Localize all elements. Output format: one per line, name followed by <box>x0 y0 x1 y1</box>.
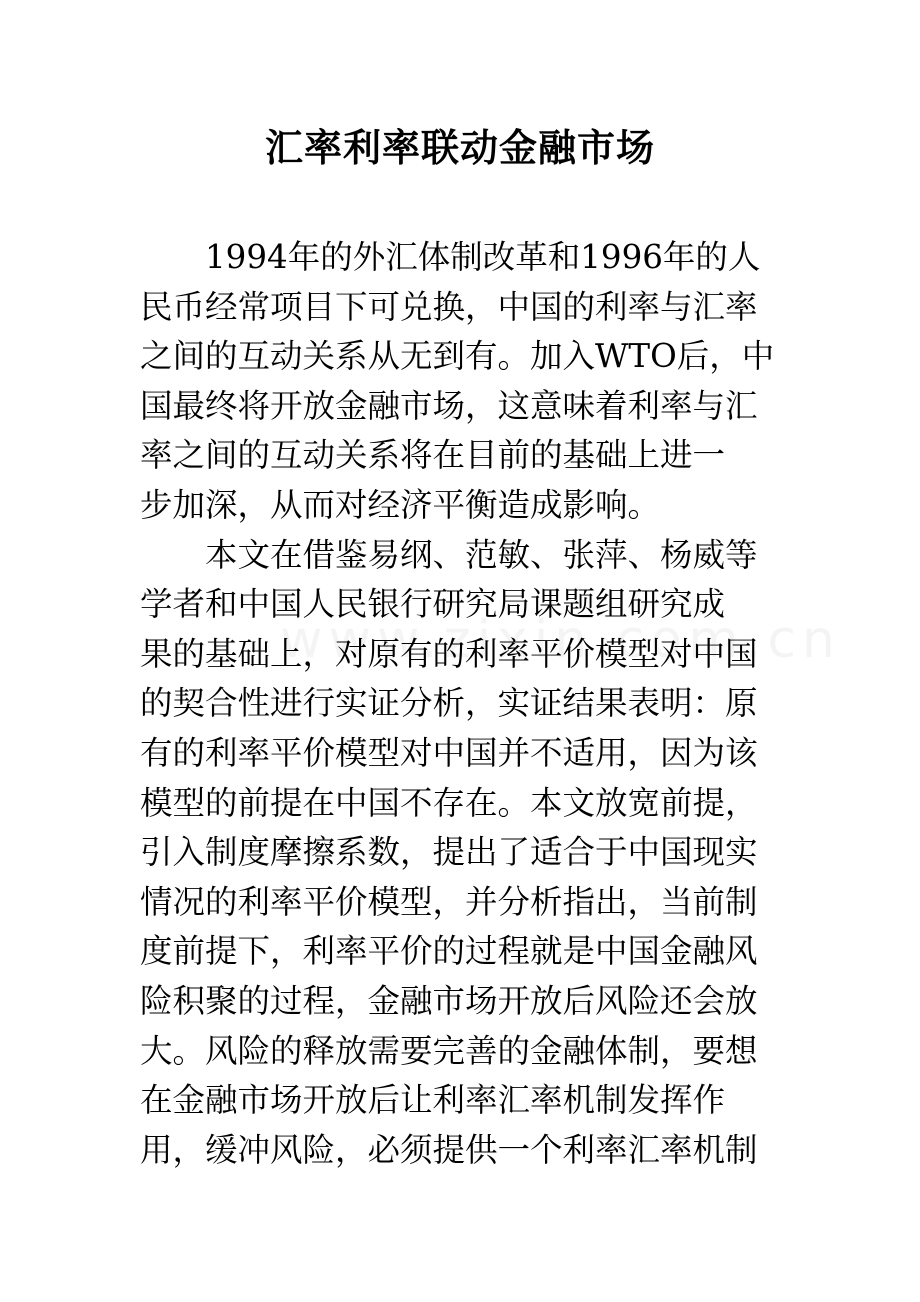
text-line: 模型的前提在中国不存在。本文放宽前提， <box>140 783 758 822</box>
text-line: 的契合性进行实证分析，实证结果表明：原 <box>140 684 758 723</box>
text-line: 有的利率平价模型对中国并不适用，因为该 <box>140 733 758 772</box>
text-line: 引入制度摩擦系数，提出了适合于中国现实 <box>140 833 758 872</box>
text-line: 本文在借鉴易纲、范敏、张萍、杨威等 <box>205 535 758 574</box>
document-body <box>140 233 800 1175</box>
text-line: 大。风险的释放需要完善的金融体制，要想 <box>140 1031 758 1070</box>
text-line: 险积聚的过程，金融市场开放后风险还会放 <box>140 981 758 1020</box>
text-line: 学者和中国人民银行研究局课题组研究成 <box>140 585 726 624</box>
text-line: 1994年的外汇体制改革和1996年的人 <box>205 238 761 276</box>
text-line: 度前提下，利率平价的过程就是中国金融风 <box>140 932 758 971</box>
text-line: 民币经常项目下可兑换，中国的利率与汇率 <box>140 287 758 326</box>
text-line: 用，缓冲风险，必须提供一个利率汇率机制 <box>140 1130 758 1169</box>
text-line: 步加深，从而对经济平衡造成影响。 <box>140 485 661 524</box>
document-title: 汇率利率联动金融市场 <box>264 126 655 170</box>
text-line: 果的基础上，对原有的利率平价模型对中国 <box>140 634 758 673</box>
text-line: 在金融市场开放后让利率汇率机制发挥作 <box>140 1081 726 1120</box>
text-line: 率之间的互动关系将在目前的基础上进一 <box>140 436 726 475</box>
text-line: 之间的互动关系从无到有。加入WTO后，中 <box>140 337 775 376</box>
text-line: 情况的利率平价模型，并分析指出，当前制 <box>140 882 758 921</box>
text-line: 国最终将开放金融市场，这意味着利率与汇 <box>140 386 758 425</box>
